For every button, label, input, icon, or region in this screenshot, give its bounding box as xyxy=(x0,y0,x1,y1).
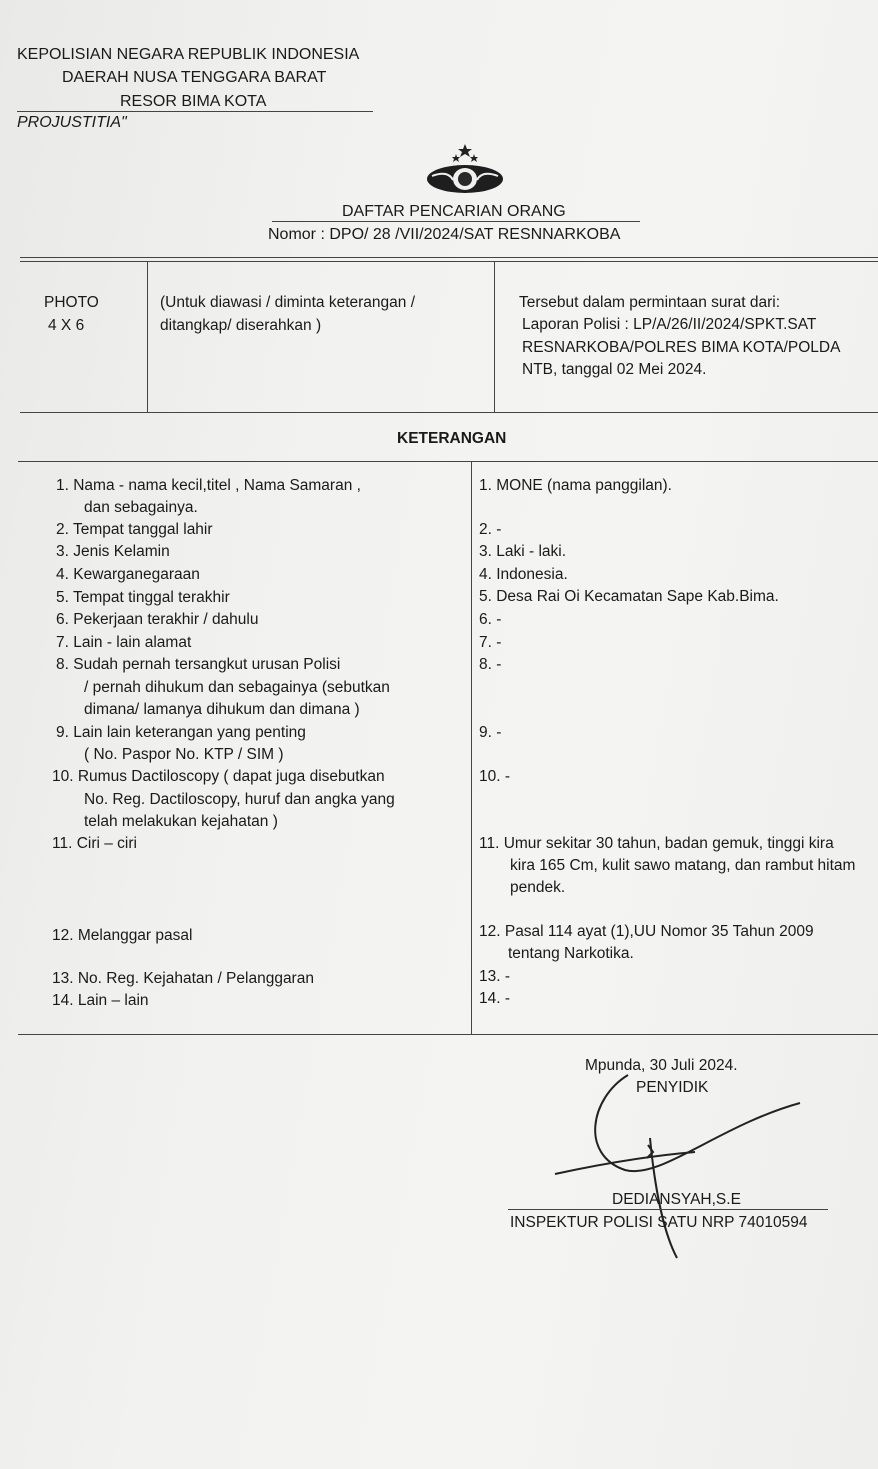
right-item: 10. - xyxy=(479,768,511,785)
left-item: 13. No. Reg. Kejahatan / Pelanggaran xyxy=(52,970,314,987)
header-line-1: KEPOLISIAN NEGARA REPUBLIK INDONESIA xyxy=(17,46,360,63)
left-item: 2. Tempat tanggal lahir xyxy=(56,521,213,538)
right-item: 9. - xyxy=(479,724,502,741)
purpose-line-1: (Untuk diawasi / diminta keterangan / xyxy=(160,294,416,311)
top-box-border-top-1 xyxy=(20,257,878,258)
left-item: 8. Sudah pernah tersangkut urusan Polisi xyxy=(56,656,341,673)
top-box-border-top-2 xyxy=(20,261,878,262)
left-item: / pernah dihukum dan sebagainya (sebutkan xyxy=(84,679,390,696)
right-item: 8. - xyxy=(479,656,502,673)
keterangan-heading: KETERANGAN xyxy=(397,430,507,447)
right-item: 12. Pasal 114 ayat (1),UU Nomor 35 Tahun 2009 xyxy=(479,923,814,940)
left-item: No. Reg. Dactiloscopy, huruf dan angka yang xyxy=(84,791,395,808)
left-item: 14. Lain – lain xyxy=(52,992,149,1009)
reference-line-2: Laporan Polisi : LP/A/26/II/2024/SPKT.SAT xyxy=(522,316,817,333)
left-item: 7. Lain - lain alamat xyxy=(56,634,192,651)
photo-label: PHOTO xyxy=(44,294,99,311)
header-underline xyxy=(17,111,373,112)
detail-table-divider xyxy=(471,462,472,1035)
handwritten-signature xyxy=(550,1070,810,1265)
right-item: 5. Desa Rai Oi Kecamatan Sape Kab.Bima. xyxy=(479,588,779,605)
right-item: 3. Laki - laki. xyxy=(479,543,567,560)
document-title: DAFTAR PENCARIAN ORANG xyxy=(342,203,566,220)
left-item: 3. Jenis Kelamin xyxy=(56,543,170,560)
police-emblem-icon xyxy=(420,142,510,198)
top-box-divider-2 xyxy=(494,261,495,413)
right-item: 6. - xyxy=(479,611,502,628)
signatory-name: DEDIANSYAH,S.E xyxy=(612,1191,741,1208)
left-item: dimana/ lamanya dihukum dan dimana ) xyxy=(84,701,360,718)
top-box-border-bottom xyxy=(20,412,878,413)
left-item: 6. Pekerjaan terakhir / dahulu xyxy=(56,611,259,628)
left-item: dan sebagainya. xyxy=(84,499,198,516)
left-item: 5. Tempat tinggal terakhir xyxy=(56,589,230,606)
left-item: 10. Rumus Dactiloscopy ( dapat juga disebutkan xyxy=(52,768,385,785)
reference-line-1: Tersebut dalam permintaan surat dari: xyxy=(519,294,781,311)
left-item: 1. Nama - nama kecil,titel , Nama Samaran , xyxy=(56,477,361,494)
purpose-line-2: ditangkap/ diserahkan ) xyxy=(160,317,322,334)
header-line-2: DAERAH NUSA TENGGARA BARAT xyxy=(62,69,327,86)
right-item: pendek. xyxy=(510,879,566,896)
right-item: 4. Indonesia. xyxy=(479,566,568,583)
signature-place-date: Mpunda, 30 Juli 2024. xyxy=(585,1057,738,1074)
left-item: 9. Lain lain keterangan yang penting xyxy=(56,724,306,741)
reference-line-4: NTB, tanggal 02 Mei 2024. xyxy=(522,361,707,378)
right-item: 2. - xyxy=(479,521,502,538)
top-box-divider-1 xyxy=(147,261,148,413)
left-item: ( No. Paspor No. KTP / SIM ) xyxy=(84,746,284,763)
reference-line-3: RESNARKOBA/POLRES BIMA KOTA/POLDA xyxy=(522,339,841,356)
right-item: tentang Narkotika. xyxy=(508,945,634,962)
right-item: 13. - xyxy=(479,968,511,985)
right-item: 1. MONE (nama panggilan). xyxy=(479,477,672,494)
left-item: 4. Kewarganegaraan xyxy=(56,566,200,583)
signatory-rank: INSPEKTUR POLISI SATU NRP 74010594 xyxy=(510,1214,808,1231)
header-line-3: RESOR BIMA KOTA xyxy=(120,93,267,110)
right-item: 11. Umur sekitar 30 tahun, badan gemuk, tinggi kira xyxy=(479,835,834,852)
title-underline xyxy=(272,221,640,222)
left-item: 11. Ciri – ciri xyxy=(52,835,137,852)
left-item: 12. Melanggar pasal xyxy=(52,927,193,944)
right-item: 14. - xyxy=(479,990,511,1007)
right-item: 7. - xyxy=(479,634,502,651)
document-number: Nomor : DPO/ 28 /VII/2024/SAT RESNNARKOBA xyxy=(268,226,621,243)
detail-table-border-top xyxy=(18,461,878,462)
signature-role: PENYIDIK xyxy=(636,1079,709,1096)
detail-table-border-bottom xyxy=(18,1034,878,1035)
left-item: telah melakukan kejahatan ) xyxy=(84,813,278,830)
projustitia-label: PROJUSTITIA" xyxy=(17,114,127,131)
signature-underline xyxy=(508,1209,828,1210)
right-item: kira 165 Cm, kulit sawo matang, dan rambut hitam xyxy=(510,857,856,874)
photo-size: 4 X 6 xyxy=(48,317,85,334)
